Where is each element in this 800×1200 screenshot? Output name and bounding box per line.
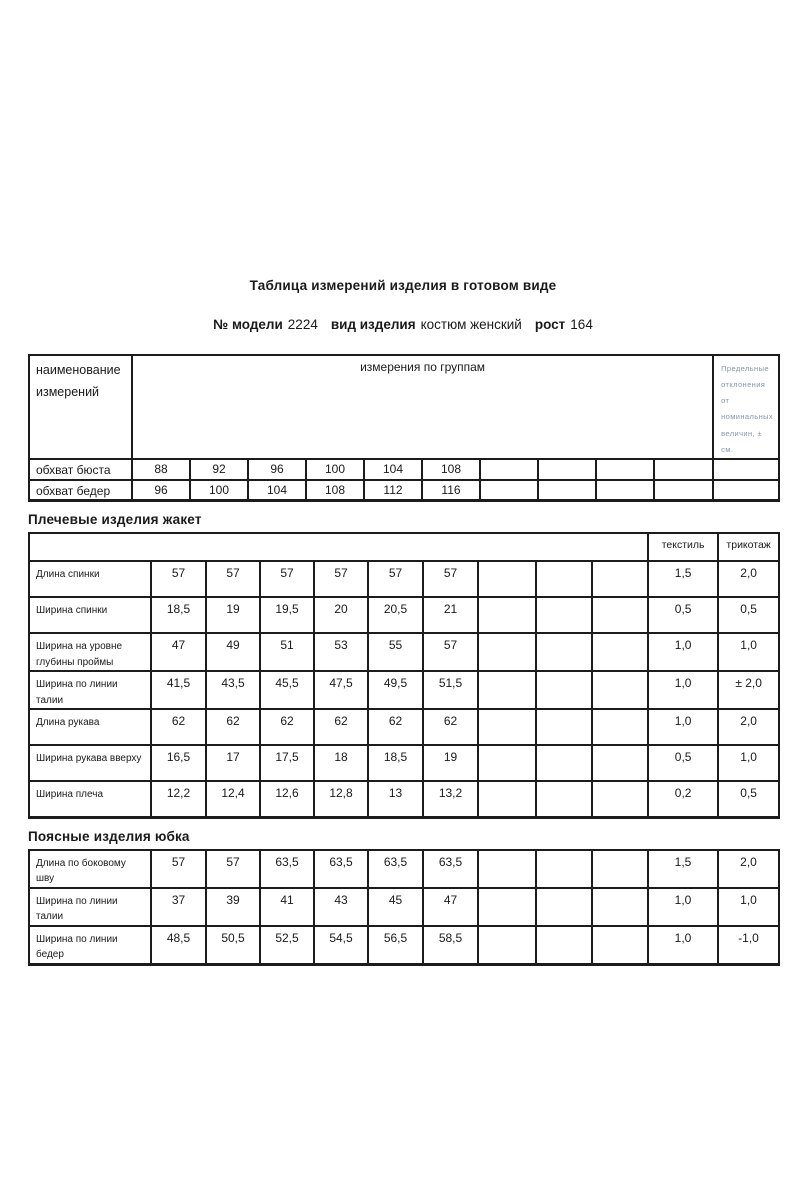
empty-cell (592, 850, 648, 888)
table-row (29, 480, 779, 501)
value-cell: 56,5 (368, 926, 423, 965)
row-label-cell: Ширина плеча (29, 781, 151, 817)
tolerance-knit-cell: 2,0 (718, 850, 779, 888)
value-cell: 57 (260, 561, 314, 597)
value-cell: 57 (368, 561, 423, 597)
jacket-table (28, 532, 780, 819)
row-label-cell: Длина по боковому шву (29, 850, 151, 888)
row-label-cell: обхват бюста (29, 459, 132, 480)
empty-cell (592, 561, 648, 597)
tolerance-knit-cell: -1,0 (718, 926, 779, 965)
tolerance-textile-cell: 1,5 (648, 850, 718, 888)
value-cell: 17 (206, 745, 260, 781)
value-cell: 63,5 (423, 850, 478, 888)
empty-cell (713, 480, 779, 501)
value-cell: 12,4 (206, 781, 260, 817)
value-cell: 12,8 (314, 781, 368, 817)
value-cell: 52,5 (260, 926, 314, 965)
empty-cell (592, 709, 648, 745)
value-cell: 43,5 (206, 671, 260, 709)
table-row (29, 781, 779, 817)
table-row (29, 633, 779, 671)
model-number-label: № модели (213, 317, 283, 332)
empty-cell (592, 597, 648, 633)
value-cell: 47 (423, 888, 478, 926)
empty-cell (29, 533, 648, 561)
value-cell: 100 (190, 480, 248, 501)
tolerance-knit-cell: 1,0 (718, 745, 779, 781)
row-label-cell: Ширина по линии талии (29, 671, 151, 709)
empty-cell (478, 850, 536, 888)
value-cell: 17,5 (260, 745, 314, 781)
tolerance-textile-cell: 1,5 (648, 561, 718, 597)
page-title: Таблица измерений изделия в готовом виде (249, 278, 557, 293)
groups-header-cell: измерения по группам (132, 355, 713, 459)
textile-column-header: текстиль (648, 533, 718, 561)
value-cell: 96 (132, 480, 190, 501)
empty-cell (596, 459, 654, 480)
tolerance-textile-cell: 1,0 (648, 633, 718, 671)
empty-cell (536, 597, 592, 633)
empty-cell (536, 850, 592, 888)
empty-cell (536, 926, 592, 965)
table-row (29, 597, 779, 633)
empty-cell (478, 671, 536, 709)
value-cell: 43 (314, 888, 368, 926)
row-label-cell: Ширина на уровне глубины проймы (29, 633, 151, 671)
value-cell: 12,6 (260, 781, 314, 817)
table-row (29, 671, 779, 709)
value-cell: 57 (206, 561, 260, 597)
value-cell: 13 (368, 781, 423, 817)
value-cell: 18 (314, 745, 368, 781)
tolerance-textile-cell: 0,2 (648, 781, 718, 817)
value-cell: 39 (206, 888, 260, 926)
empty-cell (538, 480, 596, 501)
empty-cell (478, 561, 536, 597)
empty-cell (536, 888, 592, 926)
empty-cell (478, 888, 536, 926)
name-header-cell: наименование измерений (29, 355, 132, 459)
value-cell: 62 (206, 709, 260, 745)
table-row (29, 459, 779, 480)
row-label-cell: Длина рукава (29, 709, 151, 745)
value-cell: 48,5 (151, 926, 206, 965)
jacket-section-heading: Плечевые изделия жакет (28, 512, 202, 528)
value-cell: 18,5 (368, 745, 423, 781)
tolerance-textile-cell: 0,5 (648, 597, 718, 633)
empty-cell (592, 888, 648, 926)
empty-cell (713, 459, 779, 480)
empty-cell (592, 633, 648, 671)
value-cell: 63,5 (314, 850, 368, 888)
document-subtitle (28, 317, 778, 332)
tolerance-knit-cell: 2,0 (718, 709, 779, 745)
tolerance-textile-cell: 1,0 (648, 709, 718, 745)
tolerance-header-cell: Предельные отклонения от номинальных величин, ± см. (713, 355, 779, 459)
value-cell: 19 (423, 745, 478, 781)
value-cell: 57 (314, 561, 368, 597)
tolerance-knit-cell: 1,0 (718, 633, 779, 671)
value-cell: 49,5 (368, 671, 423, 709)
row-label-cell: Ширина спинки (29, 597, 151, 633)
table-row (29, 561, 779, 597)
value-cell: 21 (423, 597, 478, 633)
value-cell: 50,5 (206, 926, 260, 965)
value-cell: 104 (364, 459, 422, 480)
skirt-table (28, 849, 780, 966)
tolerance-textile-cell: 0,5 (648, 745, 718, 781)
height-value: 164 (570, 317, 593, 332)
value-cell: 62 (260, 709, 314, 745)
value-cell: 100 (306, 459, 364, 480)
empty-cell (596, 480, 654, 501)
table-row (29, 888, 779, 926)
empty-cell (592, 671, 648, 709)
empty-cell (592, 781, 648, 817)
empty-cell (478, 597, 536, 633)
row-label-cell: Ширина рукава вверху (29, 745, 151, 781)
model-number-value: 2224 (287, 317, 318, 332)
empty-cell (478, 745, 536, 781)
measurements-table (28, 354, 780, 502)
height-label: рост (534, 317, 566, 332)
table-header-row (29, 355, 779, 459)
row-label-cell: Ширина по линии талии (29, 888, 151, 926)
value-cell: 116 (422, 480, 480, 501)
empty-cell (536, 633, 592, 671)
value-cell: 96 (248, 459, 306, 480)
empty-cell (592, 926, 648, 965)
table-row (29, 850, 779, 888)
value-cell: 12,2 (151, 781, 206, 817)
value-cell: 88 (132, 459, 190, 480)
tolerance-knit-cell: 0,5 (718, 597, 779, 633)
empty-cell (478, 633, 536, 671)
tolerance-knit-cell: 1,0 (718, 888, 779, 926)
value-cell: 20 (314, 597, 368, 633)
value-cell: 57 (151, 561, 206, 597)
tolerance-knit-cell: 2,0 (718, 561, 779, 597)
value-cell: 58,5 (423, 926, 478, 965)
product-type-value: костюм женский (420, 317, 522, 332)
row-label-cell: обхват бедер (29, 480, 132, 501)
empty-cell (536, 561, 592, 597)
value-cell: 19 (206, 597, 260, 633)
value-cell: 18,5 (151, 597, 206, 633)
value-cell: 19,5 (260, 597, 314, 633)
value-cell: 51 (260, 633, 314, 671)
value-cell: 45 (368, 888, 423, 926)
row-label-cell: Длина спинки (29, 561, 151, 597)
skirt-section-heading: Поясные изделия юбка (28, 828, 190, 844)
empty-cell (480, 480, 538, 501)
tolerance-textile-cell: 1,0 (648, 888, 718, 926)
row-label-cell: Ширина по линии бедер (29, 926, 151, 965)
value-cell: 54,5 (314, 926, 368, 965)
tolerance-knit-cell: ± 2,0 (718, 671, 779, 709)
value-cell: 57 (206, 850, 260, 888)
empty-cell (592, 745, 648, 781)
empty-cell (478, 781, 536, 817)
empty-cell (478, 926, 536, 965)
empty-cell (536, 671, 592, 709)
knit-column-header: трикотаж (718, 533, 779, 561)
empty-cell (538, 459, 596, 480)
empty-cell (536, 781, 592, 817)
value-cell: 57 (151, 850, 206, 888)
value-cell: 108 (422, 459, 480, 480)
value-cell: 41,5 (151, 671, 206, 709)
value-cell: 57 (423, 633, 478, 671)
value-cell: 104 (248, 480, 306, 501)
value-cell: 47,5 (314, 671, 368, 709)
value-cell: 62 (423, 709, 478, 745)
tolerance-textile-cell: 1,0 (648, 671, 718, 709)
value-cell: 37 (151, 888, 206, 926)
value-cell: 112 (364, 480, 422, 501)
value-cell: 53 (314, 633, 368, 671)
value-cell: 92 (190, 459, 248, 480)
empty-cell (478, 709, 536, 745)
value-cell: 62 (368, 709, 423, 745)
value-cell: 62 (151, 709, 206, 745)
value-cell: 63,5 (368, 850, 423, 888)
table-row (29, 745, 779, 781)
value-cell: 108 (306, 480, 364, 501)
value-cell: 45,5 (260, 671, 314, 709)
value-cell: 55 (368, 633, 423, 671)
tolerance-knit-cell: 0,5 (718, 781, 779, 817)
value-cell: 57 (423, 561, 478, 597)
empty-cell (654, 459, 713, 480)
empty-cell (536, 745, 592, 781)
value-cell: 63,5 (260, 850, 314, 888)
value-cell: 41 (260, 888, 314, 926)
value-cell: 47 (151, 633, 206, 671)
value-cell: 13,2 (423, 781, 478, 817)
empty-cell (480, 459, 538, 480)
tolerance-textile-cell: 1,0 (648, 926, 718, 965)
value-cell: 16,5 (151, 745, 206, 781)
table-header-row (29, 533, 779, 561)
table-row (29, 709, 779, 745)
product-type-label: вид изделия (330, 317, 416, 332)
value-cell: 51,5 (423, 671, 478, 709)
value-cell: 62 (314, 709, 368, 745)
value-cell: 49 (206, 633, 260, 671)
table-row (29, 926, 779, 965)
empty-cell (536, 709, 592, 745)
value-cell: 20,5 (368, 597, 423, 633)
empty-cell (654, 480, 713, 501)
